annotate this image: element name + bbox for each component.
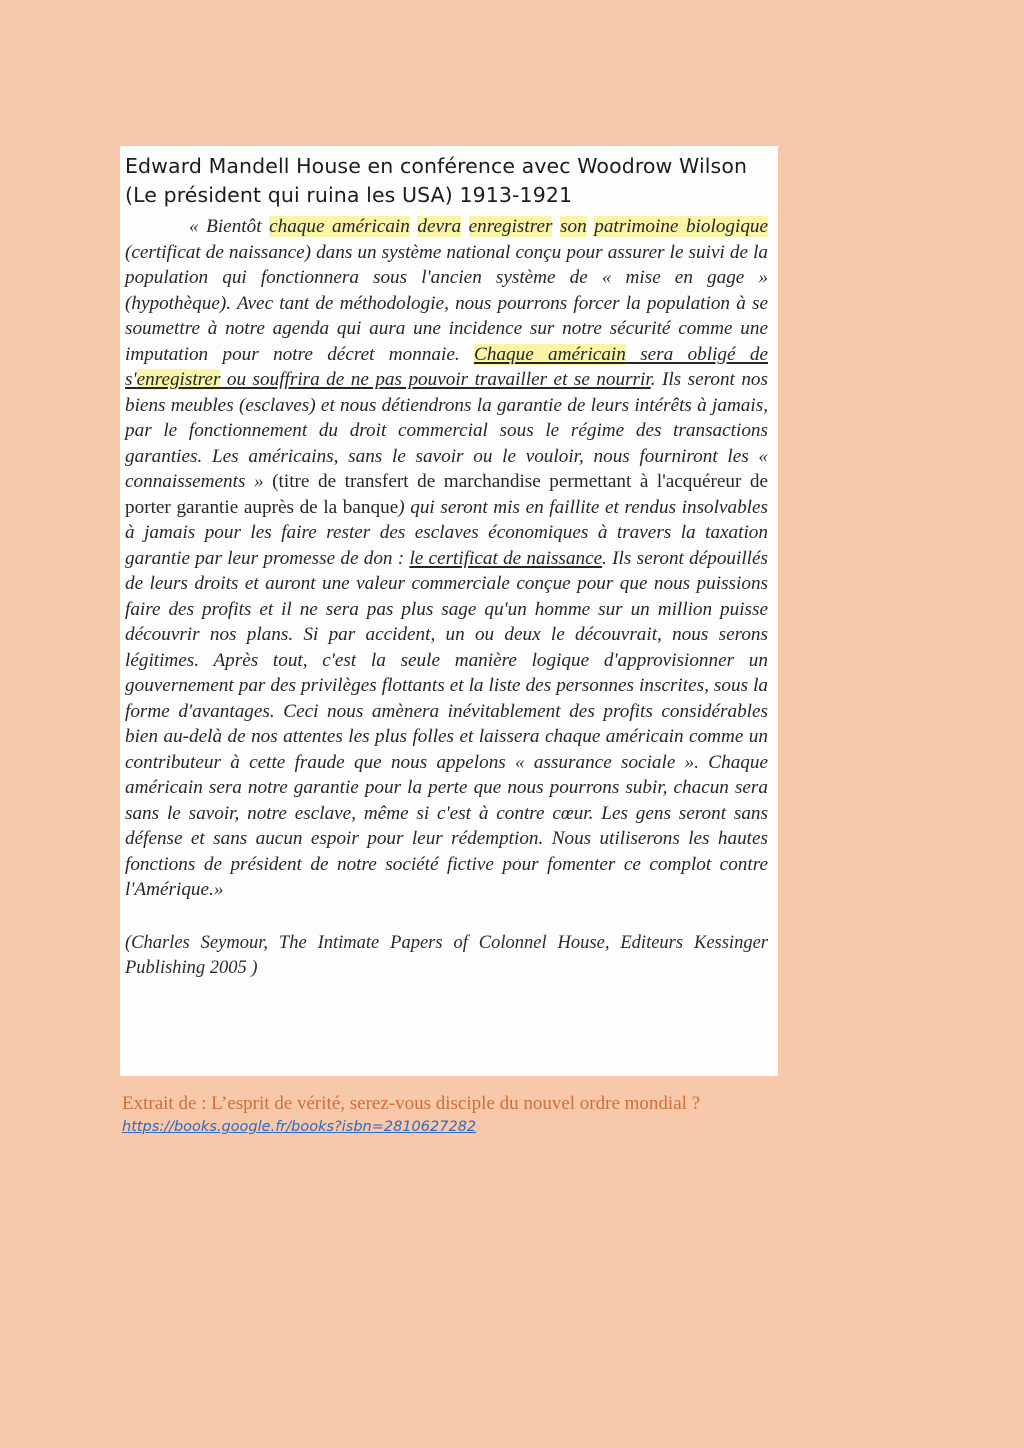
quote-text: . Ils seront dépouillés de leurs droits et auront une valeur commerciale conçue pour que nous puissions faire des profits et il ne sera pas plus sage qu'un homme sur un million puisse découvrir nos plans. Si par accident, un ou deux le découvrait, nous serons légitimes. Après tout, c'est la seule manière logique d'approvisionner un gouvernement par des privilèges flottants et la liste des personnes inscrites, sous la forme d'avantages. Ceci nous amènera inévitablement des profits considérables bien au-delà de nos attentes les plus folles et laissera chaque américain comme un contributeur à cette fraude que nous appelons « assurance sociale ». Chaque américain sera notre garantie pour la perte que nous pourrons subir, chacun sera sans le savoir, notre esclave, même si c'est à contre cœur. Les gens seront sans défense et sans aucun espoir pour leur rédemption. Nous utiliserons les hautes fonctions de président de notre société fictive pour fomenter ce complot contre l'Amérique.» — [125, 547, 768, 900]
excerpt-caption: Extrait de : L’esprit de vérité, serez-vous disciple du nouvel ordre mondial ? — [122, 1093, 701, 1114]
quote-text: ) qui seront mis en faillite et rendus insolvables à jamais pour les faire rester des esclaves économiques à travers la taxation garantie par leur promesse de don : — [125, 496, 769, 569]
scanned-excerpt-image — [120, 146, 778, 1076]
quote-text: ou souffrira de ne pas pouvoir travailler et se nourrir — [220, 369, 651, 390]
quote-text: (certificat de naissance) dans un système national conçu pour assurer le suivi de la population qui fonctionnera sous l'ancien système de « mise en gage » (hypothèque). Avec tant de méthodologie, nous pourrons forcer la population à se soumettre à notre agenda qui aura une incidence sur notre sécurité comme une imputation pour notre décret monnaie. — [125, 241, 768, 365]
quote-text — [552, 216, 560, 237]
quote-text — [461, 216, 469, 237]
quote-text: sera obligé de s' — [125, 343, 768, 390]
highlighted-text: chaque américain — [269, 216, 410, 237]
quote-paragraph — [125, 214, 768, 903]
excerpt-title-line-1: Edward Mandell House en conférence avec Woodrow Wilson — [125, 154, 748, 178]
highlighted-text: enregistrer — [468, 216, 553, 237]
highlighted-text: son — [560, 216, 587, 237]
underlined-text: le certificat de naissance — [409, 547, 603, 569]
source-link[interactable]: https://books.google.fr/books?isbn=2810627282 — [122, 1119, 477, 1135]
highlighted-text: enregistrer — [136, 369, 221, 390]
highlighted-text: devra — [417, 216, 462, 237]
quote-text: « Bientôt — [189, 216, 270, 237]
upright-definition: (titre de transfert de marchandise permettant à l'acquéreur de porter garantie auprès de la banque — [125, 471, 769, 518]
highlighted-text: patrimoine biologique — [594, 216, 769, 237]
highlighted-text: Chaque américain — [474, 343, 626, 365]
citation: (Charles Seymour, The Intimate Papers of Colonnel House, Editeurs Kessinger Publishing 2005 ) — [125, 932, 768, 978]
excerpt-title-line-2: (Le président qui ruina les USA) 1913-1921 — [125, 183, 573, 207]
quote-text: . Ils seront nos biens meubles (esclaves) et nous détiendrons la garantie de leurs intérêts à jamais, par le fonctionnement du droit commercial sous le régime des transactions garanties. Les américains, sans le savoir ou le vouloir, nous fourniront les « connaissements » — [125, 369, 768, 492]
excerpt-title — [125, 152, 768, 210]
